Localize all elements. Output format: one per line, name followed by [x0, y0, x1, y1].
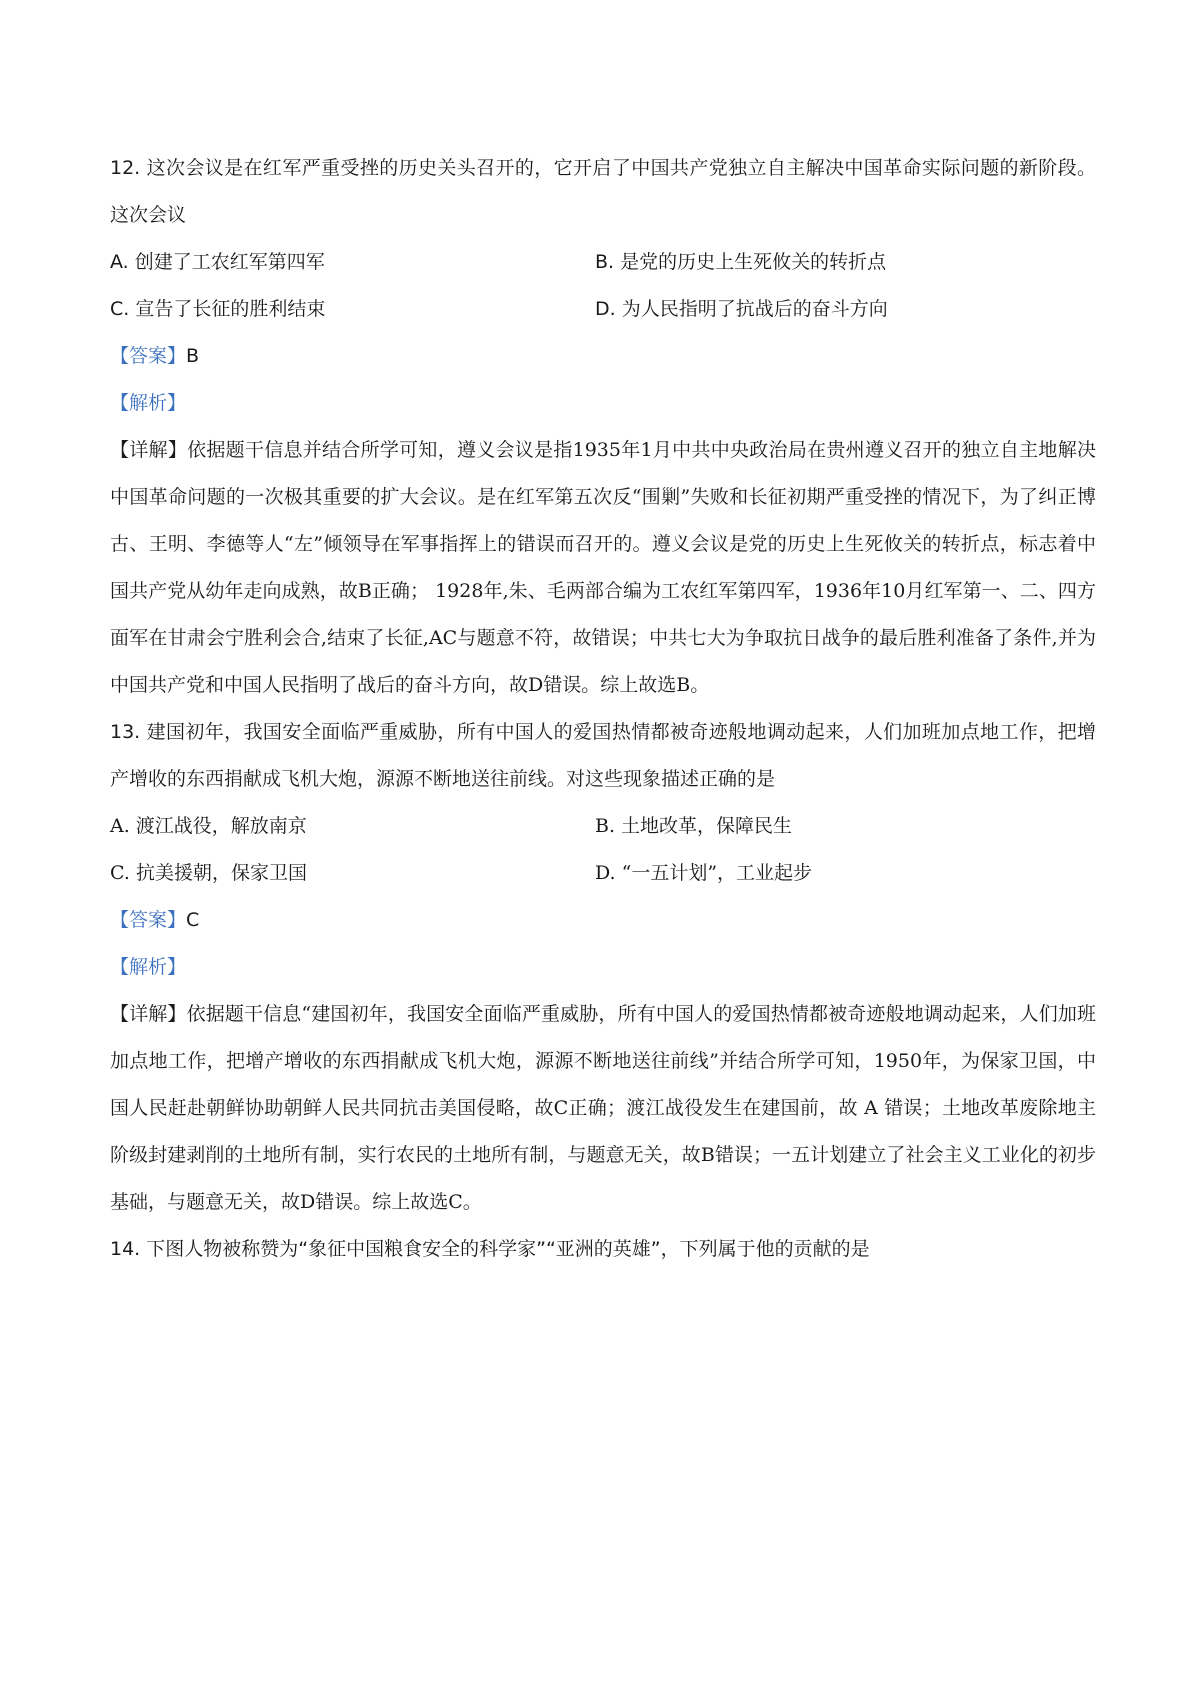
answer-line — [110, 897, 1096, 944]
detail-tag: 【详解】 — [110, 439, 188, 461]
detail-text: 依据题干信息并结合所学可知，遵义会议是指1935年1月中共中央政治局在贵州遵义召开的独立自主地解决中国革命问题的一次极其重要的扩大会议。是在红军第五次反“围剿”失败和长征初期严重受挫的情况下，为了纠正博古、王明、李德等人“左”倾领导在军事指挥上的错误而召开的。遵义会议是党的历史上生死攸关的转折点，标志着中国共产党从幼年走向成熟，故B正确； 1928年,朱、毛两部合编为工农红军第四军，1936年10月红军第一、二、四方面军在甘肃会宁胜利会合,结束了长征,AC与题意不符，故错误；中共七大为争取抗日战争的最后胜利准备了条件,并为中国共产党和中国人民指明了战后的奋斗方向，故D错误。综上故选B。 — [110, 439, 1096, 696]
question-12 — [110, 145, 1096, 709]
document-content — [110, 145, 1096, 1273]
analysis-tag: 【解析】 — [110, 392, 187, 414]
analysis-tag: 【解析】 — [110, 956, 187, 978]
option-a: A. 创建了工农红军第四军 — [110, 251, 325, 273]
option-a: A. 渡江战役，解放南京 — [110, 815, 307, 837]
question-stem: 14. 下图人物被称赞为“象征中国粮食安全的科学家”“亚洲的英雄”，下列属于他的贡献的是 — [110, 1238, 870, 1260]
option-c: C. 抗美援朝，保家卫国 — [110, 862, 307, 884]
detail-paragraph — [110, 991, 1096, 1226]
option-b: B. 土地改革，保障民生 — [595, 815, 793, 837]
option-list — [110, 803, 1096, 897]
answer-value: C — [186, 909, 200, 931]
option-d: D. 为人民指明了抗战后的奋斗方向 — [595, 298, 888, 320]
question-13 — [110, 709, 1096, 1226]
detail-tag: 【详解】 — [110, 1003, 187, 1025]
answer-tag: 【答案】 — [110, 909, 187, 931]
question-stem: 13. 建国初年，我国安全面临严重威胁，所有中国人的爱国热情都被奇迹般地调动起来，人们加班加点地工作，把增产增收的东西捐献成飞机大炮，源源不断地送往前线。对这些现象描述正确的是 — [110, 721, 1096, 790]
option-d: D. “一五计划”，工业起步 — [595, 862, 813, 884]
analysis-line — [110, 380, 1096, 427]
analysis-line — [110, 944, 1096, 991]
detail-text: 依据题干信息“建国初年，我国安全面临严重威胁，所有中国人的爱国热情都被奇迹般地调动起来，人们加班加点地工作，把增产增收的东西捐献成飞机大炮，源源不断地送往前线”并结合所学可知，1950年，为保家卫国，中国人民赶赴朝鲜协助朝鲜人民共同抗击美国侵略，故C正确；渡江战役发生在建国前，故 A 错误；土地改革废除地主阶级封建剥削的土地所有制，实行农民的土地所有制，与题意无关，故B错误；一五计划建立了社会主义工业化的初步基础，与题意无关，故D错误。综上故选C。 — [110, 1003, 1096, 1213]
option-list — [110, 239, 1096, 333]
option-c: C. 宣告了长征的胜利结束 — [110, 298, 326, 320]
answer-value: B — [186, 345, 200, 367]
option-b: B. 是党的历史上生死攸关的转折点 — [595, 251, 887, 273]
question-14 — [110, 1226, 1096, 1273]
answer-tag: 【答案】 — [110, 345, 187, 367]
detail-paragraph — [110, 427, 1096, 709]
question-stem: 12. 这次会议是在红军严重受挫的历史关头召开的，它开启了中国共产党独立自主解决中国革命实际问题的新阶段。这次会议 — [110, 157, 1096, 226]
answer-line — [110, 333, 1096, 380]
